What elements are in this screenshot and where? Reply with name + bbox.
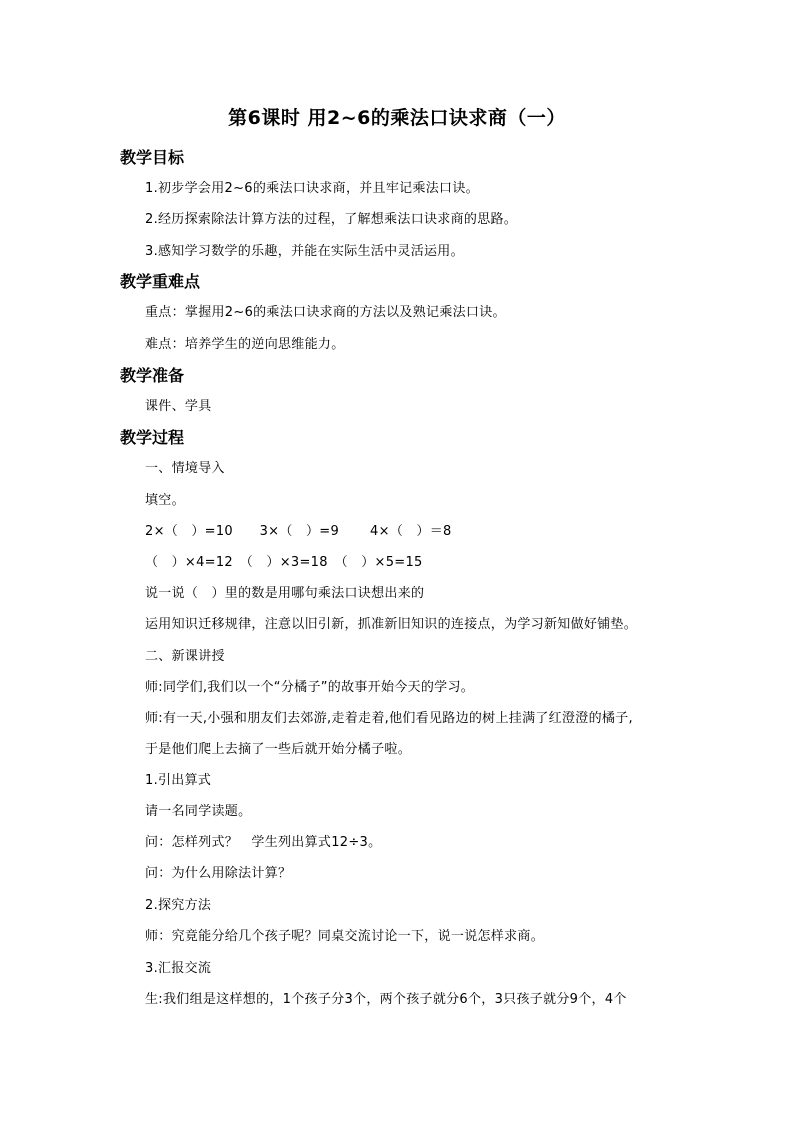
process-line-15: 2.探究方法 [145,898,212,913]
prep-item-1: 课件、学具 [145,399,212,414]
section-heading-prep: 教学准备 [120,366,185,385]
keypoint-item-1: 重点：掌握用2~6的乘法口诀求商的方法以及熟记乘法口诀。 [145,305,506,320]
process-line-6: 运用知识迁移规律，注意以旧引新，抓准新旧知识的连接点，为学习新知做好铺垫。 [145,617,638,632]
process-line-12: 请一名同学读题。 [145,804,252,819]
process-line-16: 师：究竟能分给几个孩子呢？同桌交流讨论一下，说一说怎样求商。 [145,929,545,944]
process-line-4: （ ）×4=12 （ ）×3=18 （ ）×5=15 [145,555,423,570]
goal-item-1: 1.初步学会用2~6的乘法口诀求商，并且牢记乘法口诀。 [145,181,479,196]
process-line-14: 问：为什么用除法计算？ [145,866,292,881]
process-line-7: 二、新课讲授 [145,649,225,664]
process-line-11: 1.引出算式 [145,773,212,788]
process-line-13: 问：怎样列式？ 学生列出算式12÷3。 [145,835,382,850]
process-line-2: 填空。 [145,493,185,508]
process-line-5: 说一说（ ）里的数是用哪句乘法口诀想出来的 [145,586,425,601]
process-line-10: 于是他们爬上去摘了一些后就开始分橘子啦。 [145,742,412,757]
section-heading-keypoints: 教学重难点 [120,272,201,291]
process-line-9: 师:有一天,小强和朋友们去郊游,走着走着,他们看见路边的树上挂满了红澄澄的橘子, [145,711,633,726]
section-heading-goals: 教学目标 [120,148,185,167]
goal-item-2: 2.经历探索除法计算方法的过程，了解想乘法口诀求商的思路。 [145,212,518,227]
keypoint-item-2: 难点：培养学生的逆向思维能力。 [145,337,345,352]
section-heading-process: 教学过程 [120,428,185,447]
process-line-18: 生:我们组是这样想的，1个孩子分3个，两个孩子就分6个，3只孩子就分9个，4个 [145,992,627,1007]
page-title: 第6课时 用2~6的乘法口诀求商（一） [228,107,566,129]
process-line-17: 3.汇报交流 [145,961,212,976]
process-line-1: 一、情境导入 [145,461,225,476]
process-line-8: 师:同学们,我们以一个“分橘子”的故事开始今天的学习。 [145,680,475,695]
goal-item-3: 3.感知学习数学的乐趣，并能在实际生活中灵活运用。 [145,244,464,259]
process-line-3: 2×（ ）=10 3×（ ）=9 4×（ ）＝8 [145,524,452,539]
